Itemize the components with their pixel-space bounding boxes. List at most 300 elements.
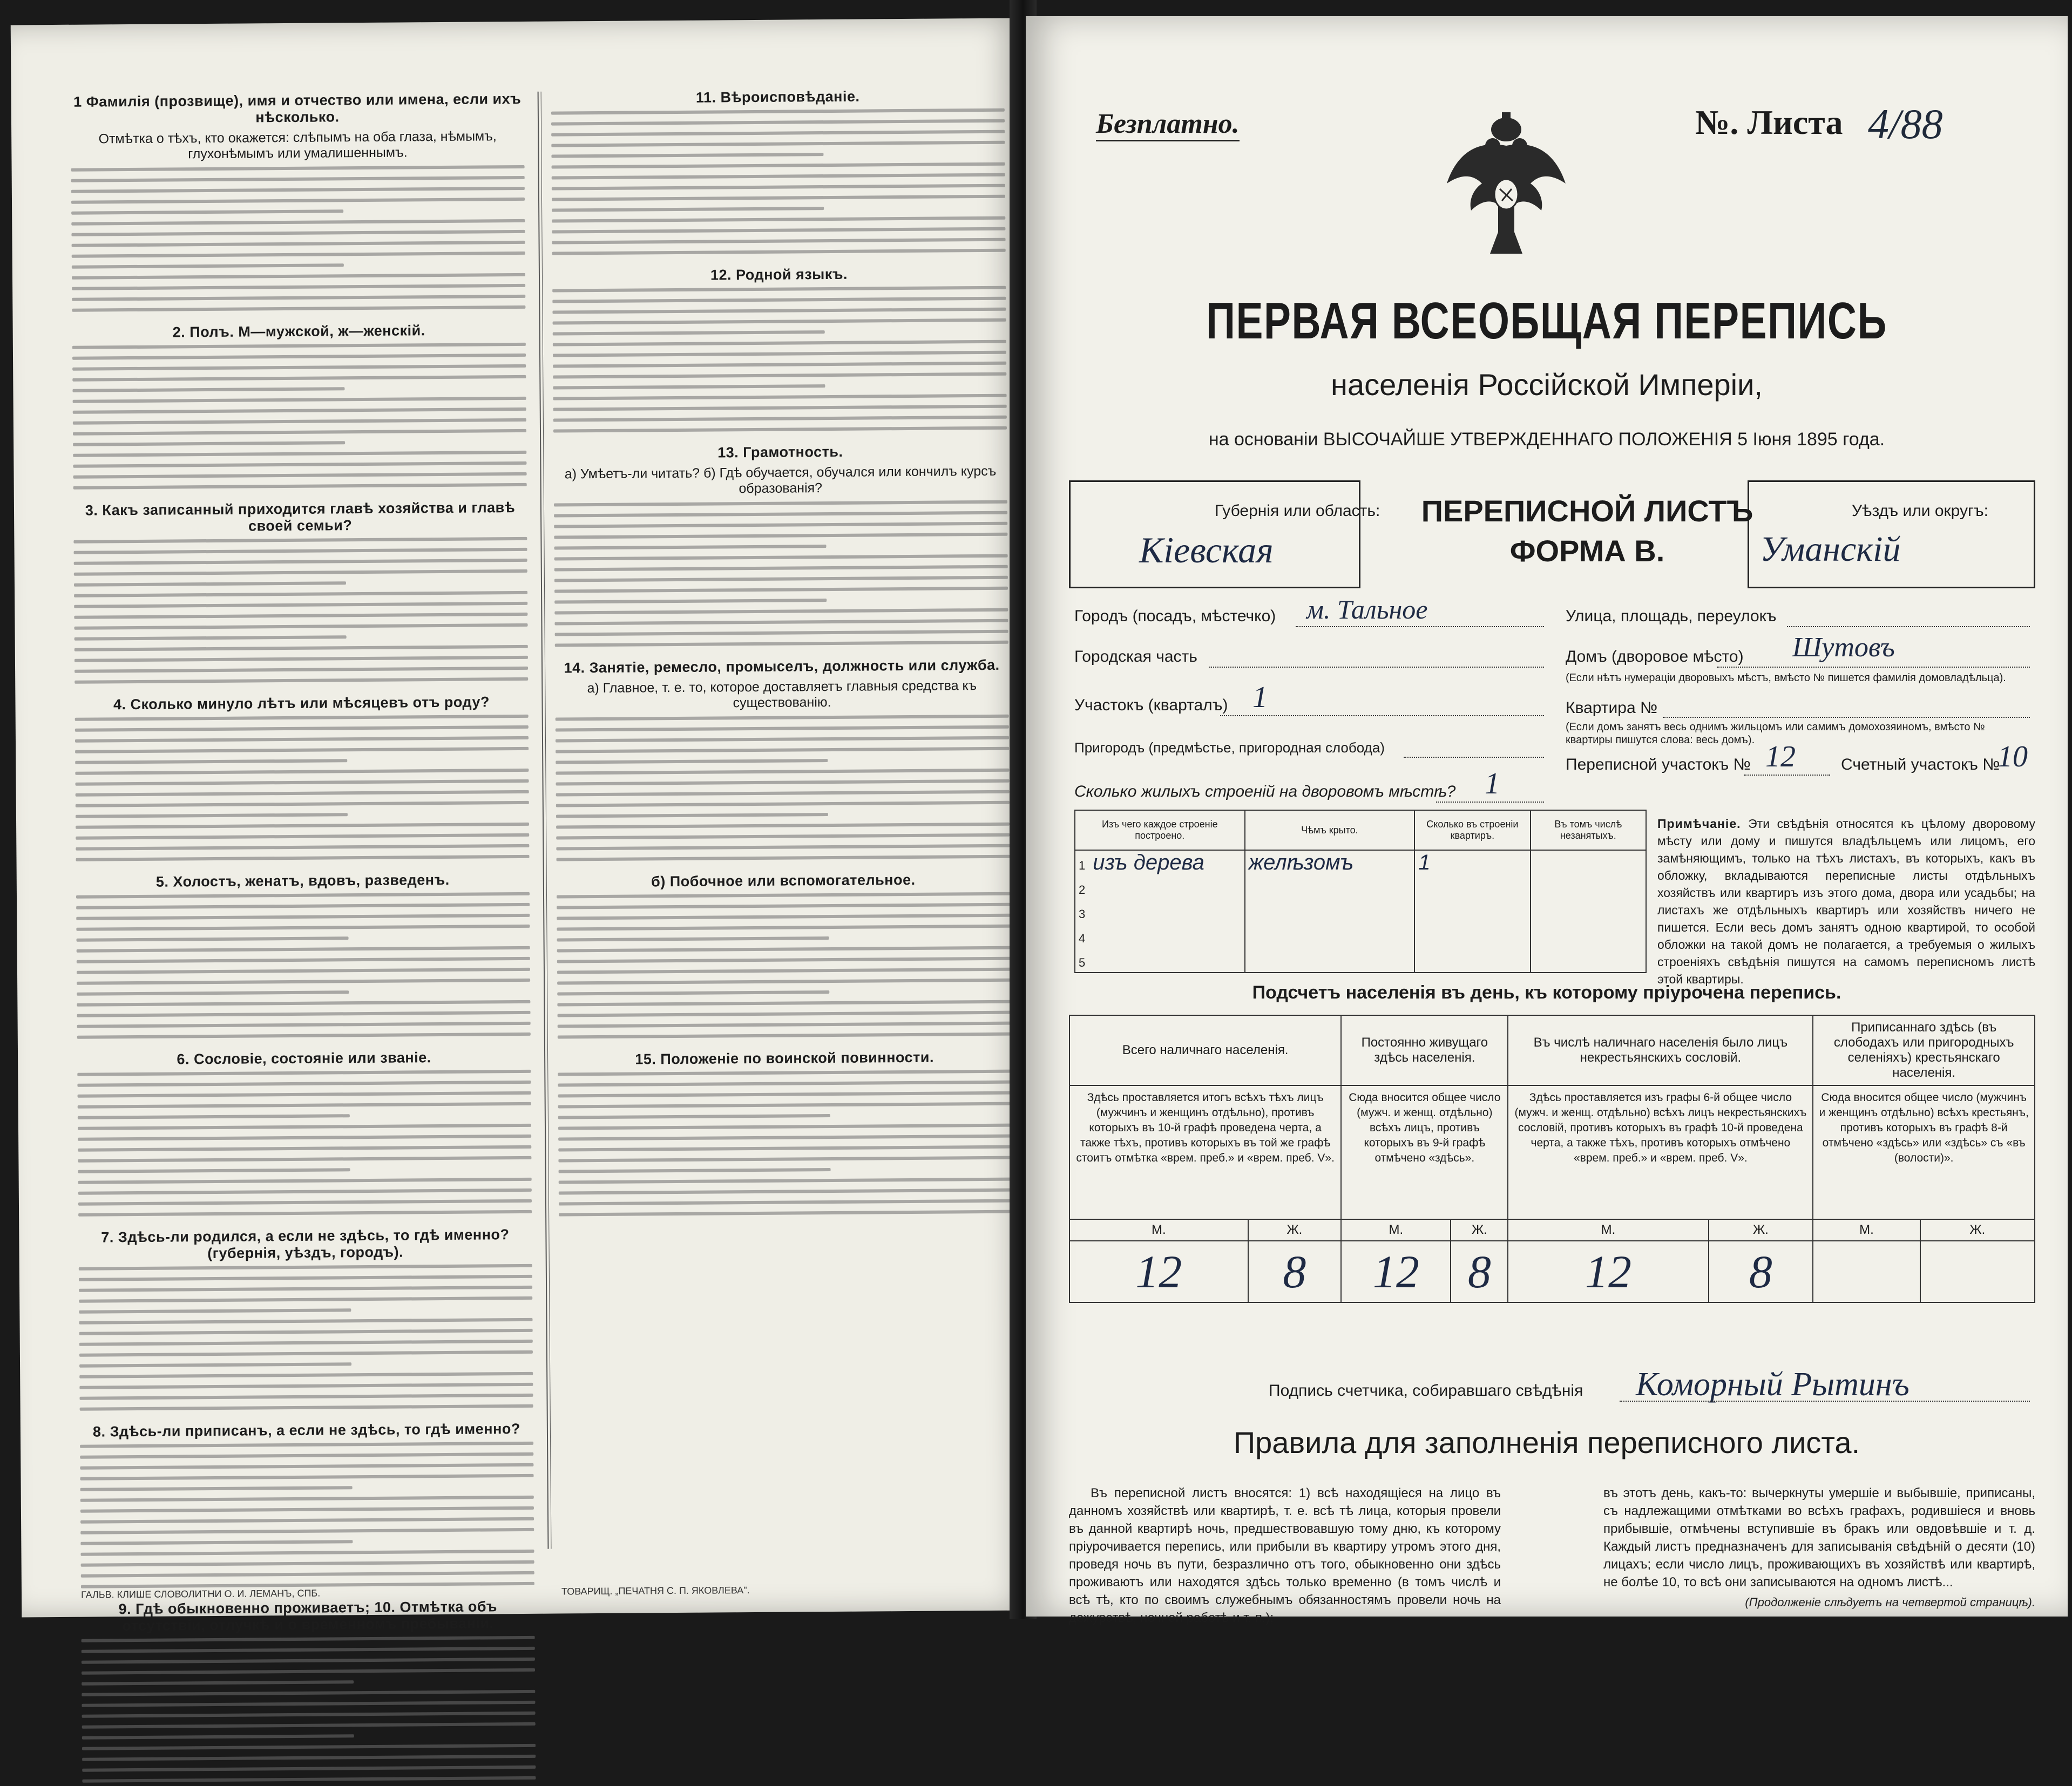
instruction-text-line bbox=[82, 1690, 535, 1700]
instruction-text-line bbox=[79, 1264, 532, 1274]
instruction-section-title: 1 Фамилія (прозвище), имя и отчество или имена, если ихъ нѣсколько. bbox=[73, 90, 522, 126]
instruction-text-line bbox=[76, 801, 529, 811]
text-line-mark bbox=[557, 892, 1010, 899]
instruction-text-line bbox=[79, 1296, 532, 1306]
female-column-label: Ж. bbox=[1451, 1219, 1508, 1241]
text-line-mark bbox=[71, 165, 525, 172]
instruction-text-line bbox=[78, 1124, 531, 1133]
count-desc-registered-peasant: Сюда вносится общее число (мужчинъ и женщинъ отдѣльно) всѣхъ крестьянъ, противъ которыхъ въ графѣ 8-й отмѣчено «здѣсь» или «здѣсь» съ «въ (волости)». bbox=[1813, 1085, 2035, 1219]
instruction-text-line bbox=[79, 1383, 533, 1393]
instruction-text-line bbox=[82, 1679, 535, 1689]
instruction-text-line bbox=[72, 241, 525, 250]
text-line-mark bbox=[73, 472, 527, 479]
district-label: Участокъ (кварталъ) bbox=[1074, 696, 1228, 714]
instruction-text-line bbox=[74, 613, 527, 622]
instruction-text-line bbox=[554, 565, 1008, 575]
instruction-text-line bbox=[553, 318, 1006, 328]
instruction-text-line bbox=[552, 162, 1005, 172]
instruction-text-line bbox=[558, 1156, 1012, 1166]
instruction-text-line bbox=[73, 397, 526, 406]
building-cell-empty bbox=[1531, 948, 1646, 973]
text-line-mark bbox=[558, 1022, 1011, 1028]
text-line-mark bbox=[74, 559, 527, 565]
text-line-mark bbox=[72, 263, 344, 269]
text-line-mark bbox=[78, 1114, 350, 1119]
instruction-text-line bbox=[78, 1102, 531, 1112]
instruction-section-title: 4. Сколько минуло лѣтъ или мѣсяцевъ отъ роду? bbox=[113, 694, 490, 713]
text-line-mark bbox=[76, 892, 530, 899]
instruction-text-line bbox=[73, 461, 526, 471]
building-cell-flats bbox=[1414, 923, 1530, 948]
instruction-text-line bbox=[556, 715, 1009, 724]
instruction-text-line bbox=[75, 736, 529, 746]
instruction-section-title: 7. Здѣсь-ли родился, а если не здѣсь, то гдѣ именно? (губернія, уѣздъ, городъ). bbox=[101, 1226, 510, 1262]
text-line-mark bbox=[75, 623, 528, 630]
building-cell-flats bbox=[1414, 948, 1530, 973]
instruction-section-title: 8. Здѣсь-ли приписанъ, а если не здѣсь, то гдѣ именно? bbox=[92, 1421, 520, 1440]
population-count-value bbox=[1920, 1241, 2035, 1302]
count-desc-present: Здѣсь проставляется итогъ всѣхъ тѣхъ лицъ (мужчинъ и женщинъ отдѣльно), противъ которыхъ въ 10-й графѣ проведена черта, а также тѣхъ, противъ которыхъ въ той же графѣ стоитъ отмѣтка «врем. преб.» и «врем. преб. V». bbox=[1069, 1085, 1341, 1219]
instruction-text-line bbox=[75, 725, 529, 735]
text-line-mark bbox=[71, 219, 525, 226]
text-line-mark bbox=[73, 451, 526, 457]
text-line-mark bbox=[554, 599, 827, 604]
text-line-mark bbox=[76, 903, 530, 909]
female-column-label: Ж. bbox=[1248, 1219, 1342, 1241]
counting-district-label: Счетный участокъ № bbox=[1841, 756, 2000, 773]
text-line-mark bbox=[554, 545, 826, 550]
text-line-mark bbox=[558, 1033, 1011, 1039]
instruction-text-line bbox=[552, 216, 1005, 226]
text-line-mark bbox=[75, 715, 529, 721]
text-line-mark bbox=[557, 946, 1011, 953]
list-number-label: №. Листа bbox=[1695, 103, 1843, 141]
female-column-label: Ж. bbox=[1709, 1219, 1813, 1241]
text-line-mark bbox=[72, 284, 525, 290]
instruction-text-line bbox=[558, 1070, 1011, 1079]
form-title-line-2: ФОРМА В. bbox=[1509, 534, 1665, 568]
text-line-mark bbox=[79, 1286, 532, 1292]
instruction-text-line bbox=[80, 1452, 533, 1462]
instruction-text-line bbox=[76, 903, 530, 913]
instruction-section-note: а) Умѣетъ-ли читать? б) Гдѣ обучается, обучался или кончилъ курсъ образованія? bbox=[564, 463, 997, 497]
text-line-mark bbox=[75, 656, 528, 662]
instruction-text-line bbox=[82, 1701, 535, 1710]
instruction-text-line bbox=[77, 957, 530, 967]
text-line-mark bbox=[551, 130, 1005, 137]
text-line-mark bbox=[559, 1178, 1012, 1184]
text-line-mark bbox=[77, 1011, 531, 1017]
instruction-text-line bbox=[551, 119, 1005, 129]
instruction-text-line bbox=[73, 429, 526, 439]
instruction-text-line bbox=[78, 1091, 531, 1101]
text-line-mark bbox=[75, 769, 529, 775]
instruction-text-line bbox=[553, 426, 1007, 436]
text-line-mark bbox=[558, 1011, 1011, 1017]
instruction-text-line bbox=[80, 1404, 533, 1414]
text-line-mark bbox=[78, 1145, 531, 1152]
population-count-value bbox=[1813, 1241, 1920, 1302]
rules-text-b: въ этотъ день, какъ-то: вычеркнуты умершіе и выбывшіе, приписаны, съ надлежащими отмѣтками во всѣхъ графахъ, родившіеся и вновь прибывшіе, отмѣчены вступившіе въ бракъ или овдовѣвшіе и т. д. Каждый листъ предназначенъ для записыванія свѣдѣній о десяти (10) лицахъ; если число лицъ, проживающихъ въ хозяйствѣ или квартирѣ, не болѣе 10, то всѣ они записываются на одномъ листѣ... bbox=[1603, 1486, 2035, 1590]
text-line-mark bbox=[77, 1000, 530, 1007]
text-line-mark bbox=[80, 1474, 534, 1481]
suburb-underline bbox=[1404, 757, 1544, 758]
instruction-text-line bbox=[79, 1361, 533, 1371]
text-line-mark bbox=[558, 1081, 1011, 1087]
instruction-text-line bbox=[73, 418, 526, 428]
instruction-text-line bbox=[74, 569, 527, 579]
text-line-mark bbox=[77, 1033, 531, 1039]
instruction-text-line bbox=[81, 1560, 534, 1570]
building-row-number: 5 bbox=[1079, 956, 1086, 969]
text-line-mark bbox=[556, 779, 1010, 786]
street-label: Улица, площадь, переулокъ bbox=[1566, 607, 1777, 625]
instruction-text-line bbox=[80, 1539, 534, 1549]
text-line-mark bbox=[556, 844, 1010, 851]
instruction-text-line bbox=[79, 1350, 533, 1360]
left-page-instructions bbox=[11, 18, 1032, 1634]
instruction-text-line bbox=[77, 1022, 531, 1031]
text-line-mark bbox=[76, 813, 348, 818]
instruction-text-line bbox=[82, 1712, 536, 1721]
instruction-text-line bbox=[556, 779, 1010, 789]
text-line-mark bbox=[72, 387, 344, 392]
instruction-text-line bbox=[73, 537, 527, 547]
text-line-mark bbox=[80, 1540, 353, 1545]
female-column-label: Ж. bbox=[1920, 1219, 2035, 1241]
text-line-mark bbox=[556, 747, 1009, 753]
instruction-text-line bbox=[75, 677, 528, 687]
instruction-text-line bbox=[553, 329, 1006, 339]
text-line-mark bbox=[75, 635, 347, 641]
instruction-text-line bbox=[80, 1496, 534, 1505]
instruction-text-line bbox=[552, 308, 1006, 317]
text-line-mark bbox=[80, 1452, 533, 1459]
instruction-text-line bbox=[78, 1189, 532, 1198]
text-line-mark bbox=[77, 1022, 531, 1028]
instruction-text-line bbox=[79, 1286, 532, 1295]
instruction-text-line bbox=[80, 1517, 534, 1527]
instruction-text-line bbox=[553, 351, 1006, 361]
text-line-mark bbox=[558, 1102, 1012, 1109]
instruction-text-line bbox=[72, 284, 525, 294]
instruction-text-line bbox=[72, 354, 526, 363]
instruction-text-line bbox=[558, 1091, 1012, 1101]
instruction-text-line bbox=[553, 416, 1007, 425]
instruction-text-line bbox=[552, 249, 1006, 259]
instruction-text-line bbox=[72, 252, 525, 261]
instruction-text-line bbox=[559, 1210, 1012, 1220]
text-line-mark bbox=[552, 286, 1006, 293]
instruction-text-line bbox=[82, 1668, 535, 1678]
text-line-mark bbox=[551, 141, 1005, 147]
text-line-mark bbox=[558, 1135, 1012, 1141]
instruction-text-line bbox=[558, 1145, 1012, 1155]
text-line-mark bbox=[74, 548, 527, 554]
text-line-mark bbox=[77, 936, 349, 942]
instruction-text-line bbox=[551, 152, 1005, 161]
population-count-value: 12 bbox=[1508, 1241, 1708, 1302]
text-line-mark bbox=[77, 957, 530, 963]
instruction-text-line bbox=[554, 533, 1007, 542]
build-col-flats: Сколько въ строеніи квартиръ. bbox=[1414, 810, 1530, 850]
street-underline bbox=[1787, 626, 2030, 627]
text-line-mark bbox=[82, 1712, 536, 1718]
text-line-mark bbox=[82, 1658, 535, 1664]
building-row bbox=[1075, 875, 1646, 899]
instruction-text-line bbox=[554, 576, 1008, 586]
text-line-mark bbox=[75, 677, 528, 684]
instruction-section-note: а) Главное, т. е. то, которое доставляетъ главныя средства къ существованію. bbox=[587, 678, 977, 711]
text-line-mark bbox=[81, 1560, 534, 1567]
instruction-section-title: 6. Сословіе, состояніе или званіе. bbox=[177, 1049, 431, 1068]
text-line-mark bbox=[76, 833, 529, 840]
building-cell-empty bbox=[1531, 899, 1646, 923]
text-line-mark bbox=[80, 1404, 533, 1411]
right-page-census-form bbox=[1026, 16, 2068, 1625]
text-line-mark bbox=[75, 759, 347, 764]
building-cell-empty bbox=[1531, 850, 1646, 875]
text-line-mark bbox=[80, 1517, 534, 1524]
text-line-mark bbox=[75, 736, 529, 743]
instruction-text-line bbox=[76, 914, 530, 923]
instruction-text-line bbox=[72, 364, 526, 374]
instruction-text-line bbox=[559, 1199, 1012, 1209]
instruction-text-line bbox=[75, 667, 528, 676]
building-cell-roof bbox=[1245, 948, 1415, 973]
instruction-text-line bbox=[558, 1033, 1011, 1042]
instruction-text-line bbox=[78, 1156, 531, 1166]
instruction-text-line bbox=[558, 1081, 1011, 1090]
population-count-value: 8 bbox=[1451, 1241, 1508, 1302]
instruction-text-line bbox=[558, 1102, 1012, 1112]
instruction-text-line bbox=[74, 559, 527, 568]
instruction-text-line bbox=[71, 176, 525, 186]
text-line-mark bbox=[552, 308, 1006, 314]
instruction-text-line bbox=[71, 187, 525, 196]
text-line-mark bbox=[556, 725, 1009, 732]
instruction-text-line bbox=[77, 946, 530, 956]
instruction-text-line bbox=[554, 500, 1007, 510]
count-desc-non-peasant: Здѣсь проставляется изъ графы 6-й общее число (мужч. и женщ. отдѣльно) всѣхъ лицъ некрестьянскихъ сословій, противъ которыхъ въ графѣ 10-й проведена черта, а также тѣхъ, противъ которыхъ отмѣчено «врем. преб.» и «врем. преб. V». bbox=[1508, 1085, 1813, 1219]
rules-footer: (Продолженіе слѣдуетъ на четвертой страницѣ). bbox=[1745, 1595, 2035, 1609]
instruction-text-line bbox=[556, 725, 1009, 735]
instruction-text-line bbox=[76, 892, 530, 902]
instruction-text-line bbox=[556, 758, 1009, 768]
instruction-section-title: 2. Полъ. М—мужской, ж—женскій. bbox=[172, 322, 425, 341]
instruction-text-line bbox=[75, 769, 529, 778]
instruction-text-line bbox=[557, 925, 1010, 934]
text-line-mark bbox=[80, 1463, 533, 1470]
instruction-text-line bbox=[79, 1307, 532, 1317]
instruction-text-line bbox=[78, 1145, 531, 1155]
instruction-text-line bbox=[82, 1658, 535, 1667]
buildings-label: Сколько жилыхъ строеній на дворовомъ мѣстѣ? bbox=[1074, 783, 1456, 800]
text-line-mark bbox=[80, 1550, 534, 1556]
text-line-mark bbox=[557, 1000, 1011, 1007]
text-line-mark bbox=[553, 351, 1006, 357]
instruction-text-line bbox=[552, 227, 1005, 237]
text-line-mark bbox=[73, 461, 526, 468]
instruction-text-line bbox=[79, 1318, 532, 1328]
text-line-mark bbox=[552, 249, 1006, 255]
instruction-text-line bbox=[80, 1528, 534, 1538]
instruction-section-title: 13. Грамотность. bbox=[717, 443, 843, 461]
instruction-text-line bbox=[76, 833, 529, 843]
instruction-text-line bbox=[80, 1485, 534, 1495]
instruction-text-line bbox=[553, 372, 1006, 382]
instruction-text-line bbox=[72, 343, 526, 352]
text-line-mark bbox=[75, 725, 529, 732]
instruction-text-line bbox=[82, 1755, 536, 1764]
instruction-text-line bbox=[77, 1000, 530, 1010]
build-col-empty: Въ томъ числѣ незанятыхъ. bbox=[1531, 810, 1646, 850]
building-cell-material bbox=[1075, 923, 1245, 948]
text-line-mark bbox=[79, 1329, 533, 1335]
instruction-text-line bbox=[558, 1022, 1011, 1031]
building-cell-roof bbox=[1245, 923, 1415, 948]
building-cell-flats bbox=[1414, 875, 1530, 899]
text-line-mark bbox=[553, 394, 1007, 400]
building-row-number: 4 bbox=[1079, 932, 1086, 945]
text-line-mark bbox=[75, 667, 528, 673]
note-title: Примѣчаніе. bbox=[1657, 817, 1741, 831]
text-line-mark bbox=[559, 1210, 1012, 1217]
text-line-mark bbox=[73, 537, 527, 544]
text-line-mark bbox=[552, 297, 1006, 303]
uezd-label: Уѣздъ или округъ: bbox=[1852, 502, 1989, 520]
building-value-material: изъ дерева bbox=[1093, 851, 1204, 874]
text-line-mark bbox=[557, 936, 829, 942]
text-line-mark bbox=[555, 630, 1008, 636]
instruction-text-line bbox=[82, 1722, 536, 1732]
instruction-text-line bbox=[556, 844, 1010, 854]
text-line-mark bbox=[557, 968, 1011, 974]
text-line-mark bbox=[551, 108, 1005, 115]
text-line-mark bbox=[554, 576, 1008, 582]
instruction-section-note: Отмѣтка о тѣхъ, кто окажется: слѣпымъ на оба глаза, нѣмымъ, глухонѣмымъ или умалишеннымъ. bbox=[98, 128, 497, 162]
instruction-text-line bbox=[558, 1011, 1011, 1021]
text-line-mark bbox=[72, 364, 526, 371]
instruction-text-line bbox=[77, 1081, 531, 1090]
legal-basis-line: на основаніи ВЫСОЧАЙШЕ УТВЕРЖДЕННАГО ПОЛОЖЕНІЯ 5 Іюня 1895 года. bbox=[1208, 429, 1885, 450]
counting-district-value: 10 bbox=[1997, 740, 2028, 773]
text-line-mark bbox=[75, 747, 529, 753]
instruction-text-line bbox=[80, 1506, 534, 1516]
building-cell-roof bbox=[1245, 850, 1415, 875]
text-line-mark bbox=[559, 1199, 1012, 1206]
text-line-mark bbox=[77, 979, 530, 985]
instruction-text-line bbox=[552, 297, 1006, 307]
imperial-eagle-emblem-icon bbox=[1441, 108, 1571, 259]
population-count-value: 12 bbox=[1069, 1241, 1248, 1302]
form-header-box bbox=[1069, 480, 2035, 588]
instruction-text-line bbox=[71, 219, 525, 229]
building-cell-material bbox=[1075, 948, 1245, 973]
text-line-mark bbox=[82, 1744, 536, 1750]
instruction-text-line bbox=[556, 769, 1009, 778]
text-line-mark bbox=[78, 1091, 531, 1098]
instruction-text-line bbox=[78, 1135, 531, 1144]
text-line-mark bbox=[556, 769, 1009, 775]
instruction-text-line bbox=[76, 855, 530, 865]
text-line-mark bbox=[80, 1496, 534, 1502]
text-line-mark bbox=[554, 587, 1008, 593]
text-line-mark bbox=[553, 362, 1006, 368]
instruction-text-line bbox=[79, 1329, 533, 1339]
instruction-text-line bbox=[557, 914, 1010, 923]
instruction-text-line bbox=[557, 989, 1011, 999]
instruction-text-line bbox=[72, 262, 525, 272]
instruction-text-line bbox=[73, 451, 526, 460]
instruction-text-line bbox=[75, 715, 529, 724]
buildings-underline bbox=[1436, 802, 1544, 803]
text-line-mark bbox=[79, 1296, 532, 1303]
house-value: Шутовъ bbox=[1792, 632, 1895, 663]
text-line-mark bbox=[82, 1636, 535, 1642]
instruction-text-line bbox=[552, 184, 1005, 194]
instruction-text-line bbox=[73, 440, 526, 450]
instruction-text-line bbox=[559, 1167, 1012, 1177]
column-divider bbox=[538, 92, 552, 1549]
text-line-mark bbox=[553, 384, 825, 390]
text-line-mark bbox=[81, 1571, 534, 1578]
text-line-mark bbox=[556, 790, 1010, 797]
instruction-text-line bbox=[553, 394, 1007, 404]
male-column-label: М. bbox=[1341, 1219, 1451, 1241]
note-text: Эти свѣдѣнія относятся къ цѣлому дворовому мѣсту или дому и пишутся владѣльцемъ или лицомъ, его замѣняющимъ, только на тѣхъ листахъ, въ которыхъ, какъ въ обложку, вкладываются переписные листы отдѣльныхъ хозяйствъ или квартиръ изъ этого дома, двора или усадьбы; на листахъ же отдѣльныхъ квартиръ или хозяйствъ ничего не пишется. Если весь домъ занятъ одною квартирой, то особой обложки на такой домъ не полагается, а требуемыя о жилыхъ строеніяхъ свѣдѣнія пишутся на самомъ переписномъ листѣ этой квартиры. bbox=[1657, 817, 2035, 986]
count-desc-permanent: Сюда вносится общее число (мужч. и женщ. отдѣльно) всѣхъ лицъ, противъ которыхъ въ 9-й графѣ отмѣчено «здѣсь». bbox=[1341, 1085, 1508, 1219]
text-line-mark bbox=[77, 1081, 531, 1087]
building-cell-roof bbox=[1245, 875, 1415, 899]
building-cell-empty bbox=[1531, 923, 1646, 948]
text-line-mark bbox=[80, 1506, 534, 1513]
instruction-text-line bbox=[557, 1000, 1011, 1010]
instruction-text-line bbox=[552, 286, 1006, 296]
text-line-mark bbox=[554, 522, 1007, 528]
text-line-mark bbox=[558, 1070, 1011, 1076]
buildings-value: 1 bbox=[1485, 767, 1500, 800]
instruction-text-line bbox=[82, 1733, 536, 1743]
form-title-line-1: ПЕРЕПИСНОЙ ЛИСТЪ bbox=[1421, 494, 1753, 528]
building-cell-flats bbox=[1414, 899, 1530, 923]
text-line-mark bbox=[78, 1199, 532, 1206]
instruction-text-line bbox=[557, 946, 1011, 956]
count-header-present: Всего наличнаго населенія. bbox=[1069, 1015, 1341, 1085]
instruction-text-line bbox=[551, 130, 1005, 140]
text-line-mark bbox=[74, 613, 527, 619]
building-cell-empty bbox=[1531, 875, 1646, 899]
instruction-text-line bbox=[80, 1442, 533, 1451]
instruction-text-line bbox=[559, 1178, 1012, 1187]
instruction-text-line bbox=[77, 1070, 531, 1079]
instruction-text-line bbox=[72, 273, 525, 283]
population-count-title: Подсчетъ населенія въ день, къ которому пріурочена перепись. bbox=[1252, 982, 1841, 1003]
instruction-text-line bbox=[82, 1776, 536, 1786]
text-line-mark bbox=[553, 405, 1007, 411]
instruction-text-line bbox=[73, 472, 527, 482]
census-subtitle: населенія Россійской Имперіи, bbox=[1331, 368, 1763, 402]
text-line-mark bbox=[78, 1210, 532, 1217]
text-line-mark bbox=[558, 1114, 830, 1119]
text-line-mark bbox=[78, 1135, 531, 1141]
instruction-text-line bbox=[76, 823, 529, 832]
text-line-mark bbox=[73, 441, 345, 446]
instruction-text-line bbox=[552, 206, 1005, 215]
instruction-text-line bbox=[74, 602, 527, 612]
instruction-text-line bbox=[75, 645, 528, 655]
male-column-label: М. bbox=[1508, 1219, 1708, 1241]
